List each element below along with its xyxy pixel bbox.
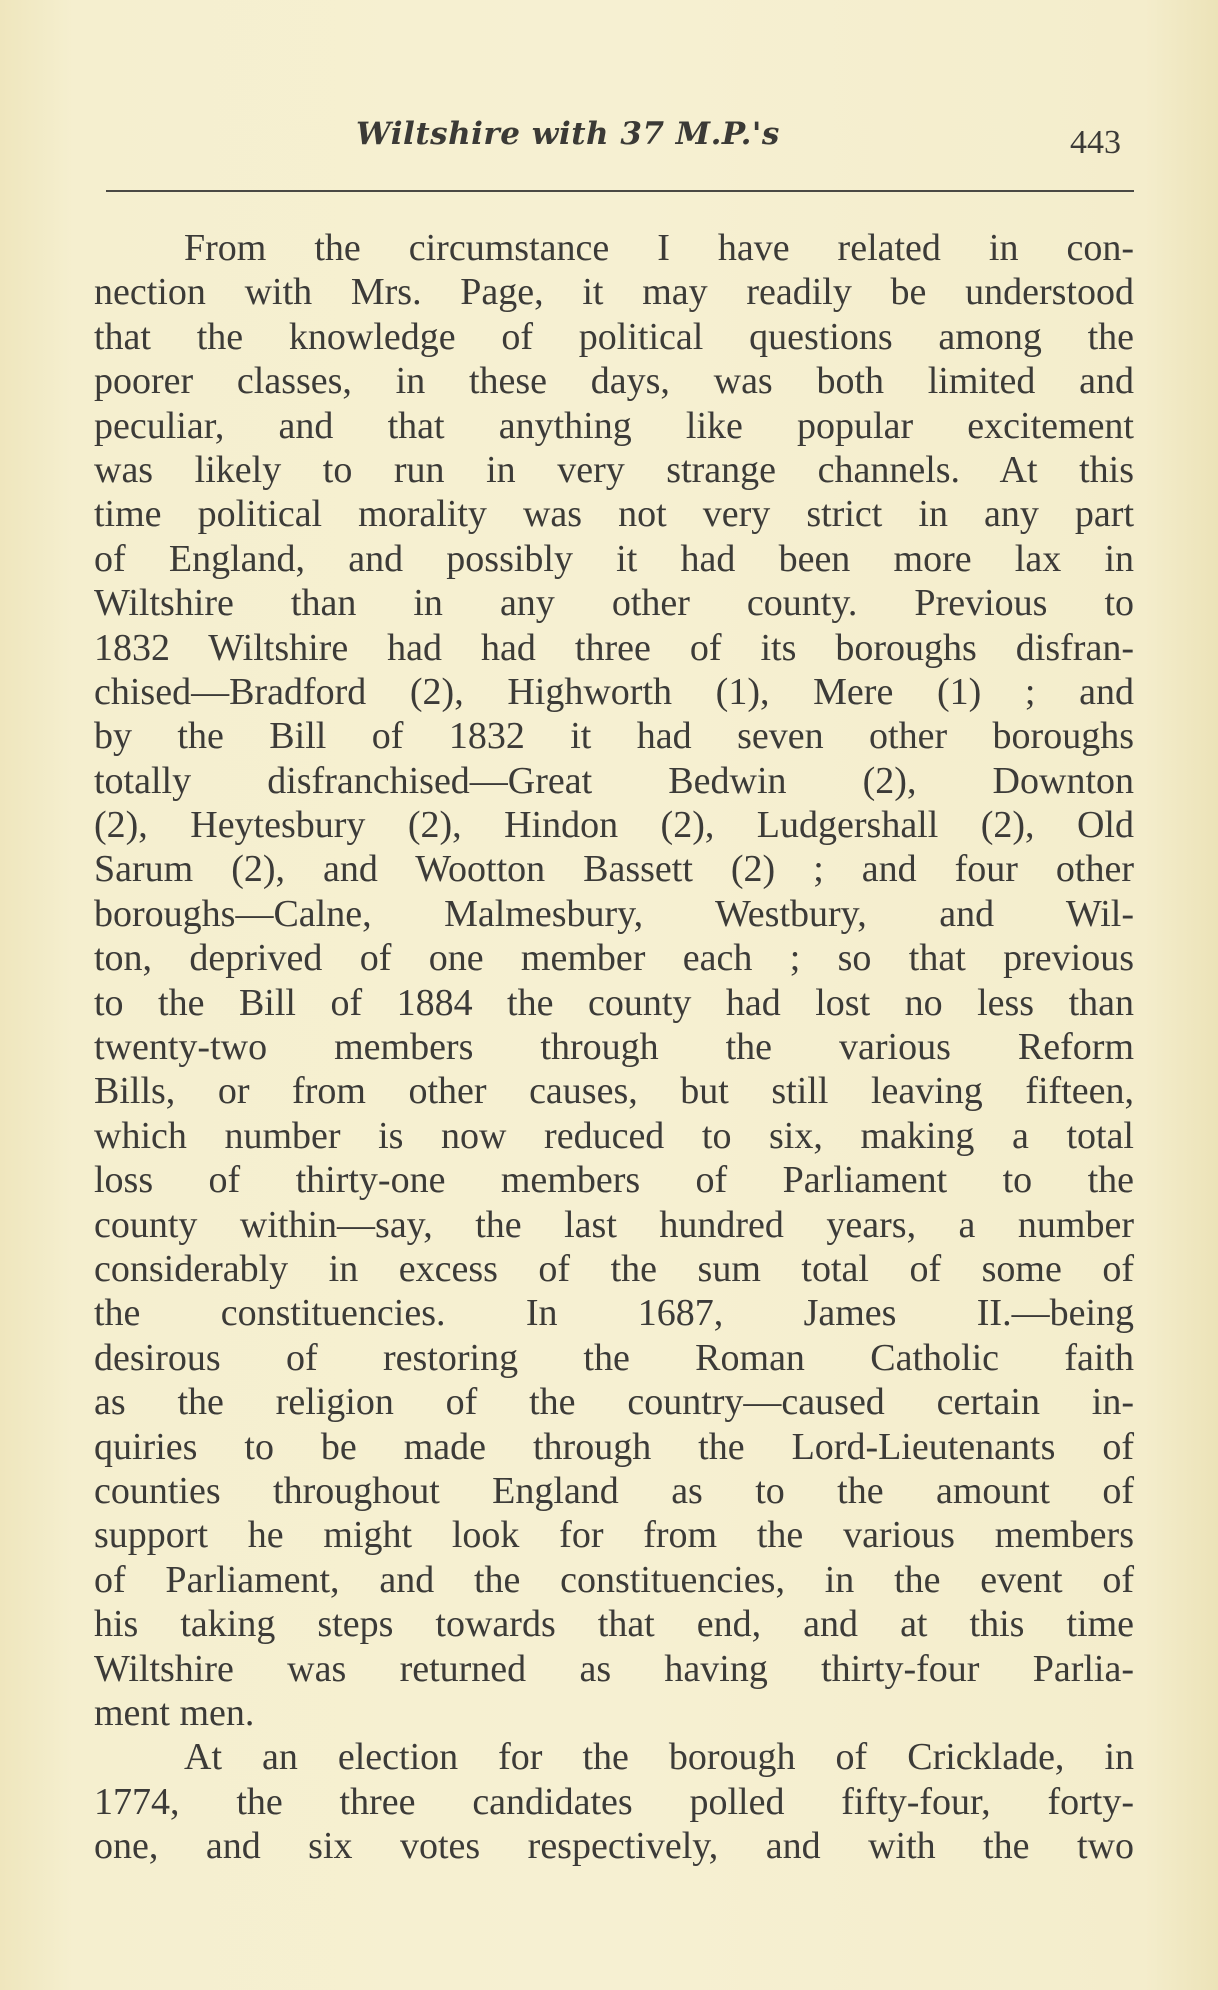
text-line: Wiltshire than in any other county. Previous to (94, 582, 1134, 625)
text-line: From the circumstance I have related in con- (184, 227, 1134, 269)
body-text (94, 226, 1134, 1868)
text-line: the constituencies. In 1687, James II.—being (94, 1292, 1134, 1335)
text-line: which number is now reduced to six, making a total (94, 1114, 1134, 1157)
text-line: desirous of restoring the Roman Catholic faith (94, 1336, 1134, 1379)
text-line: ton, deprived of one member each ; so that previous (94, 937, 1134, 980)
text-line: twenty-two members through the various Reform (94, 1026, 1134, 1069)
text-line: by the Bill of 1832 it had seven other boroughs (94, 715, 1134, 758)
text-line: 1774, the three candidates polled fifty-four, forty- (94, 1780, 1134, 1823)
text-line: ment men. (94, 1691, 255, 1734)
text-line: (2), Heytesbury (2), Hindon (2), Ludgershall (2), Old (94, 804, 1134, 847)
text-line: considerably in excess of the sum total of some of (94, 1247, 1134, 1290)
page-number: 443 (1070, 124, 1121, 161)
text-line: boroughs—Calne, Malmesbury, Westbury, and Wil- (94, 892, 1134, 935)
text-line: Sarum (2), and Wootton Bassett (2) ; and four other (94, 848, 1134, 891)
text-line: time political morality was not very strict in any part (94, 493, 1134, 536)
text-line: counties throughout England as to the amount of (94, 1469, 1134, 1512)
text-line: Bills, or from other causes, but still leaving fifteen, (94, 1070, 1134, 1113)
text-line: support he might look for from the various members (94, 1514, 1134, 1557)
text-line: chised—Bradford (2), Highworth (1), Mere (1) ; and (94, 670, 1134, 713)
text-line: nection with Mrs. Page, it may readily be understood (94, 271, 1134, 314)
text-line: 1832 Wiltshire had had three of its boroughs disfran- (94, 626, 1134, 669)
text-line: totally disfranchised—Great Bedwin (2), Downton (94, 759, 1134, 802)
text-line: one, and six votes respectively, and with the two (94, 1825, 1134, 1868)
header-rule (106, 190, 1134, 192)
text-line: At an election for the borough of Cricklade, in (184, 1736, 1134, 1779)
text-line: peculiar, and that anything like popular excitement (94, 404, 1134, 447)
text-line: of Parliament, and the constituencies, in the event of (94, 1558, 1134, 1601)
text-line: of England, and possibly it had been more lax in (94, 537, 1134, 580)
text-line: that the knowledge of political questions among the (94, 315, 1134, 358)
text-line: loss of thirty-one members of Parliament to the (94, 1159, 1134, 1202)
text-line: quiries to be made through the Lord-Lieutenants of (94, 1425, 1134, 1468)
text-line: as the religion of the country—caused certain in- (94, 1381, 1134, 1424)
running-head (0, 112, 1218, 172)
text-line: county within—say, the last hundred years, a number (94, 1203, 1134, 1246)
running-title: Wiltshire with 37 M.P.'s (356, 116, 780, 152)
text-line: to the Bill of 1884 the county had lost no less than (94, 981, 1134, 1024)
text-line: poorer classes, in these days, was both limited and (94, 360, 1134, 403)
text-line: Wiltshire was returned as having thirty-four Parlia- (94, 1647, 1134, 1690)
text-line: was likely to run in very strange channels. At this (94, 448, 1134, 491)
text-line: his taking steps towards that end, and at this time (94, 1603, 1134, 1646)
